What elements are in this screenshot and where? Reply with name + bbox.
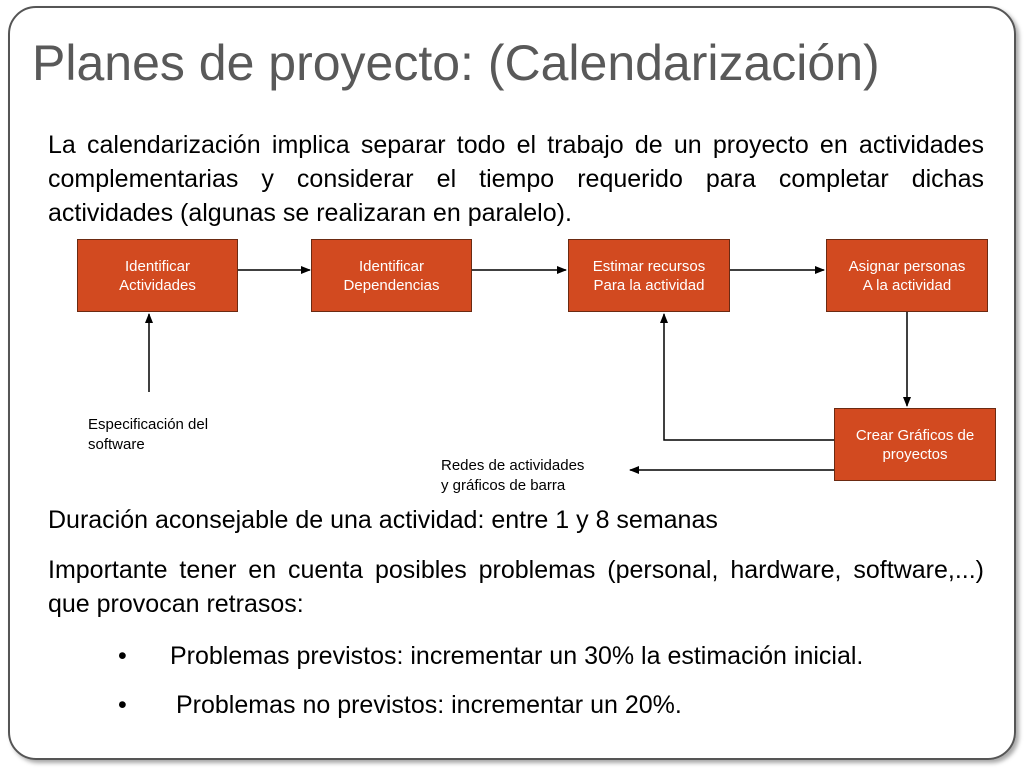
box-crear-graficos [834, 408, 996, 481]
slide-title: Planes de proyecto: (Calendarización) [32, 35, 880, 91]
box-asignar-personas [826, 239, 988, 312]
label-line: software [88, 436, 145, 453]
bullet-item [118, 688, 682, 722]
box-text-line: proyectos [882, 445, 948, 463]
intro-paragraph: La calendarización implica separar todo el trabajo de un proyecto en actividades complementarias y considerar el tiempo requerido para completar dichas actividades (algunas se realizaran en paralelo). [48, 131, 984, 227]
box-text-line: Identificar [124, 257, 191, 275]
box-text-line: Para la actividad [593, 276, 705, 294]
output-label-redes [441, 456, 584, 496]
box-text-line: Asignar personas [848, 257, 966, 275]
bullet-text: Problemas previstos: incrementar un 30% la estimación inicial. [170, 642, 864, 670]
box-text-line: A la actividad [862, 276, 952, 294]
duration-paragraph: Duración aconsejable de una actividad: entre 1 y 8 semanas [48, 506, 718, 534]
label-line: Redes de actividades [441, 457, 585, 474]
arrow-box5-to-box3 [664, 314, 834, 440]
box-text-line: Dependencias [343, 276, 440, 294]
bullet-item [118, 639, 864, 673]
box-identificar-actividades [77, 239, 238, 312]
bullet-icon: • [118, 691, 127, 719]
label-line: y gráficos de barra [441, 477, 566, 494]
label-line: Especificación del [88, 416, 209, 433]
box-text-line: Actividades [119, 276, 196, 294]
box-text-line: Identificar [358, 257, 425, 275]
box-text-line: Crear Gráficos de [855, 426, 975, 444]
bullet-icon: • [118, 642, 127, 670]
input-label-especificacion [88, 415, 208, 455]
important-paragraph: Importante tener en cuenta posibles problemas (personal, hardware, software,...) que provocan retrasos: [48, 556, 984, 618]
bullet-text: Problemas no previstos: incrementar un 20%. [176, 691, 682, 719]
box-text-line: Estimar recursos [592, 257, 706, 275]
box-estimar-recursos [568, 239, 730, 312]
box-identificar-dependencias [311, 239, 472, 312]
